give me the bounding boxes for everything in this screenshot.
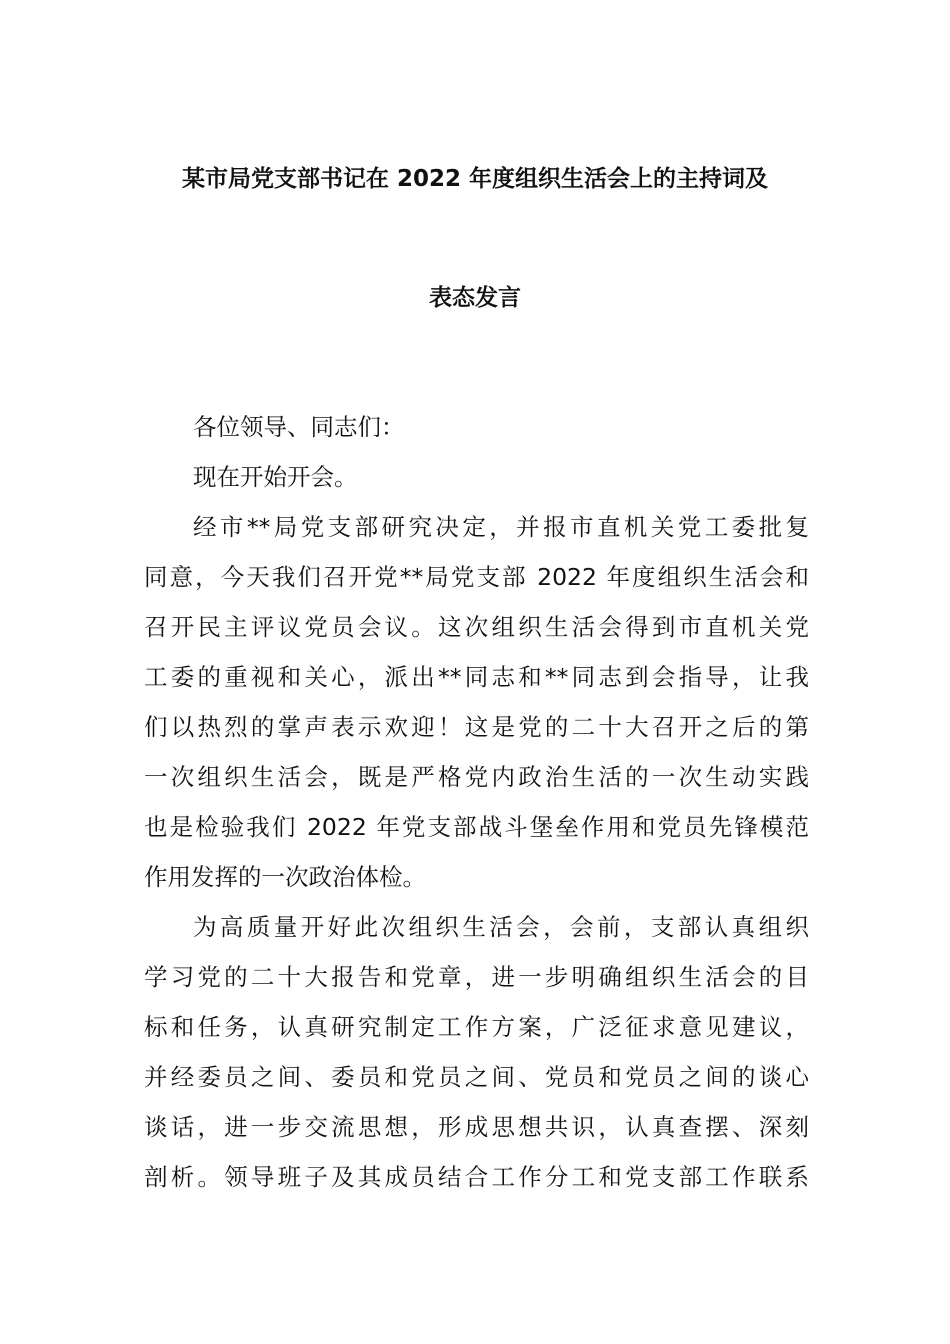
salutation: 各位领导、同志们： — [193, 413, 405, 441]
paragraph-line: 同意，今天我们召开党**局党支部 2022 年度组织生活会和 — [144, 563, 809, 591]
document-body — [144, 402, 809, 1202]
document-title-line-2: 表态发言 — [429, 285, 521, 311]
paragraph-line: 学习党的二十大报告和党章，进一步明确组织生活会的目 — [144, 963, 809, 991]
paragraph-line: 标和任务，认真研究制定工作方案，广泛征求意见建议， — [144, 1013, 809, 1041]
paragraph-line: 一次组织生活会，既是严格党内政治生活的一次生动实践 — [144, 763, 809, 791]
paragraph-line: 们以热烈的掌声表示欢迎！这是党的二十大召开之后的第 — [144, 713, 809, 741]
paragraph-line: 为高质量开好此次组织生活会，会前，支部认真组织 — [193, 913, 809, 941]
paragraph-line: 谈话，进一步交流思想，形成思想共识，认真查摆、深刻 — [144, 1113, 809, 1141]
paragraph-line: 现在开始开会。 — [193, 463, 358, 491]
document-title-line-1: 某市局党支部书记在 2022 年度组织生活会上的主持词及 — [181, 166, 769, 192]
paragraph-line: 工委的重视和关心，派出**同志和**同志到会指导，让我 — [144, 663, 809, 691]
paragraph-line: 并经委员之间、委员和党员之间、党员和党员之间的谈心 — [144, 1063, 809, 1091]
paragraph-line: 剖析。领导班子及其成员结合工作分工和党支部工作联系 — [144, 1163, 809, 1191]
paragraph-line: 经市**局党支部研究决定，并报市直机关党工委批复 — [193, 513, 809, 541]
paragraph-line: 作用发挥的一次政治体检。 — [144, 863, 426, 891]
paragraph-line: 召开民主评议党员会议。这次组织生活会得到市直机关党 — [144, 613, 809, 641]
paragraph-line: 也是检验我们 2022 年党支部战斗堡垒作用和党员先锋模范 — [144, 813, 809, 841]
